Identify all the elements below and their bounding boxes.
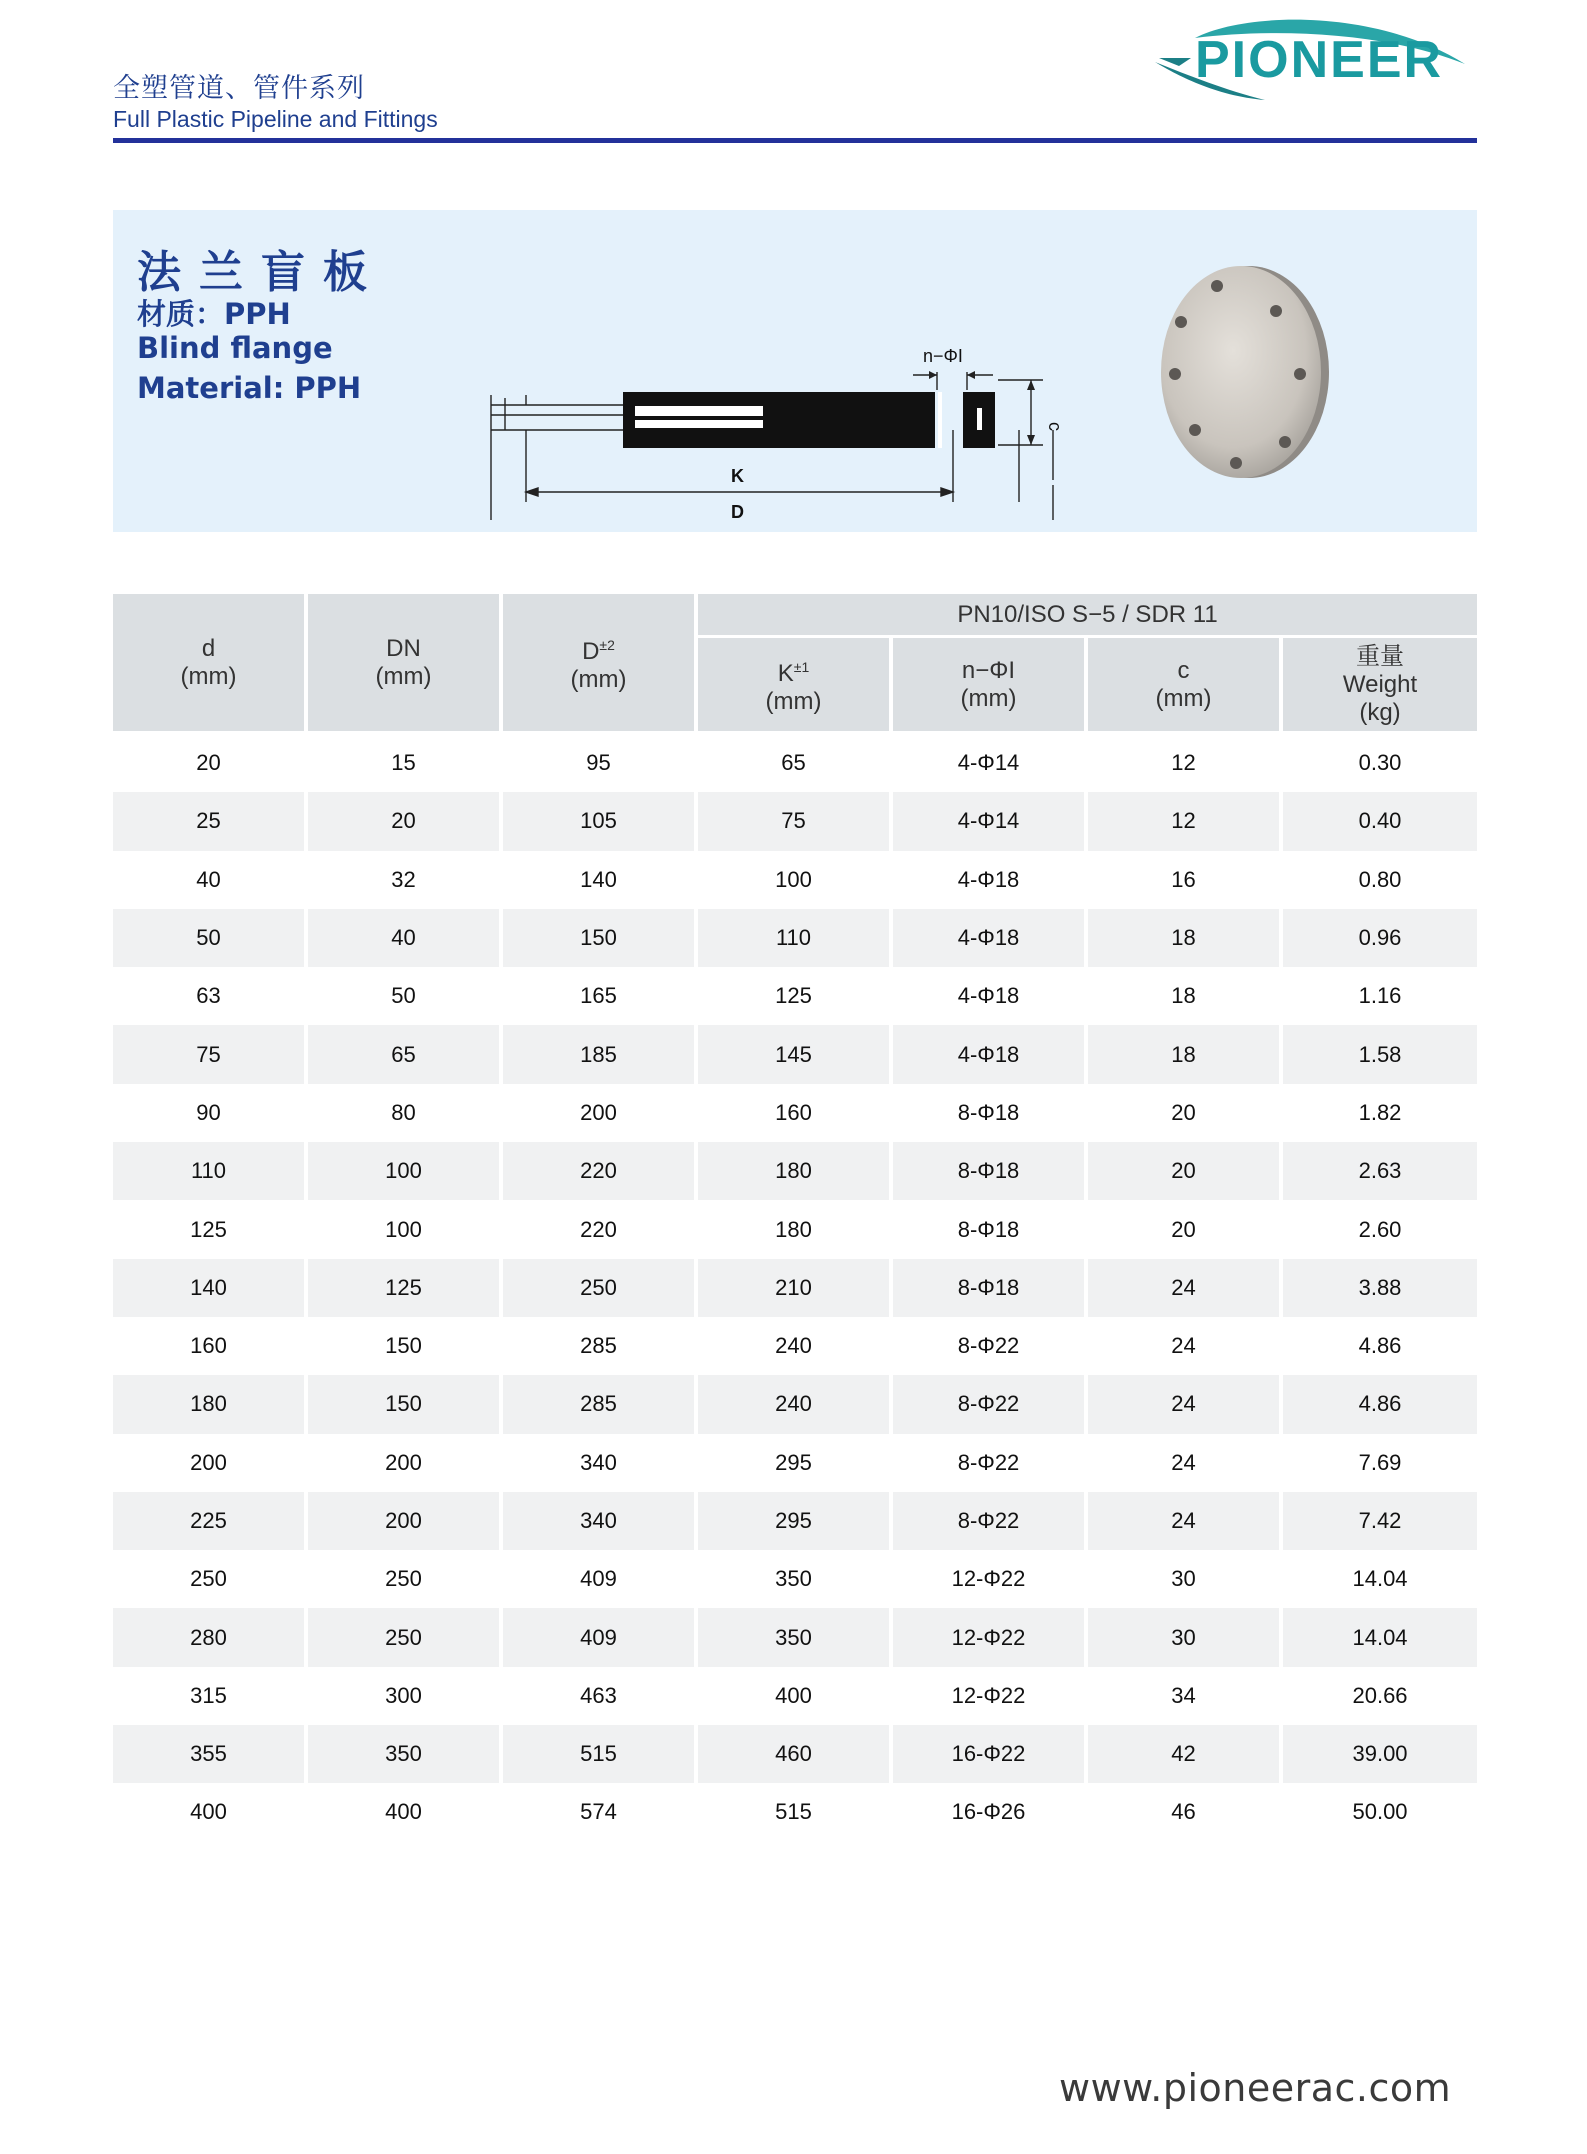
table-cell: 18 (1088, 909, 1283, 967)
table-cell: 75 (113, 1025, 308, 1083)
table-cell: 240 (698, 1317, 893, 1375)
table-cell: 20.66 (1352, 1682, 1408, 1708)
table-cell: 1.58 (1283, 1025, 1477, 1083)
table-cell: 65 (698, 734, 893, 792)
table-row (113, 1434, 1477, 1492)
table-cell: 14.04 (1352, 1566, 1408, 1592)
logo-text: PIONEER (1195, 31, 1444, 89)
table-cell: 4-Φ18 (893, 1025, 1088, 1083)
table-cell: 409 (503, 1550, 698, 1608)
table-cell: 350 (698, 1608, 893, 1666)
series-title-cn: 全塑管道、管件系列 (113, 73, 365, 104)
table-cell: 16 (1088, 851, 1283, 909)
header-dn: DN (mm) (308, 594, 503, 734)
table-cell: 12 (1088, 792, 1283, 850)
table-cell: 409 (503, 1608, 698, 1666)
table-row (113, 1025, 1477, 1083)
table-cell: 295 (698, 1492, 893, 1550)
table-cell: 250 (308, 1608, 503, 1666)
table-cell: 16-Φ26 (893, 1783, 1088, 1841)
product-name-cn: 法兰盲板 (137, 247, 385, 298)
drawing-label-c: c (1045, 422, 1065, 431)
table-cell: 400 (113, 1783, 308, 1841)
table-cell: 30 (1088, 1550, 1283, 1608)
table-cell: 4.86 (1283, 1375, 1477, 1433)
table-cell: 12-Φ22 (893, 1608, 1088, 1666)
table-cell: 145 (698, 1025, 893, 1083)
table-cell: 0.80 (1358, 866, 1402, 892)
header-divider (113, 138, 1477, 143)
table-cell: 20 (308, 792, 503, 850)
table-cell: 165 (503, 967, 698, 1025)
series-title-en: Full Plastic Pipeline and Fittings (113, 106, 438, 132)
table-row (113, 1492, 1477, 1550)
page-header (113, 0, 1477, 144)
table-cell: 250 (113, 1550, 308, 1608)
table-cell: 200 (503, 1084, 698, 1142)
flange-section-drawing (483, 280, 1083, 520)
table-row (113, 1667, 1477, 1725)
table-cell: 12-Φ22 (893, 1667, 1088, 1725)
table-cell: 220 (503, 1200, 698, 1258)
table-cell: 4-Φ14 (893, 734, 1088, 792)
table-cell: 140 (503, 851, 698, 909)
table-cell: 15 (308, 734, 503, 792)
table-cell: 7.42 (1283, 1492, 1477, 1550)
table-cell: 285 (503, 1317, 698, 1375)
table-cell: 220 (503, 1142, 698, 1200)
table-cell: 4.86 (1358, 1333, 1402, 1359)
table-cell: 125 (308, 1259, 503, 1317)
table-cell: 460 (698, 1725, 893, 1783)
table-row (113, 1142, 1477, 1200)
table-cell: 280 (113, 1608, 308, 1666)
table-cell: 574 (503, 1783, 698, 1841)
table-row (113, 1200, 1477, 1258)
table-row (113, 1317, 1477, 1375)
table-cell: 340 (503, 1492, 698, 1550)
table-cell: 315 (113, 1667, 308, 1725)
header-pressure-class: PN10/ISO S−5 / SDR 11 (698, 594, 1477, 638)
table-cell: 400 (308, 1783, 503, 1841)
table-cell: 18 (1088, 967, 1283, 1025)
product-material-cn: 材质：PPH (137, 297, 291, 331)
table-cell: 20 (1088, 1084, 1283, 1142)
table-cell: 7.69 (1358, 1449, 1402, 1475)
table-cell: 160 (698, 1084, 893, 1142)
header-bolt-holes: n−ΦI (mm) (893, 638, 1088, 734)
table-row (113, 1608, 1477, 1666)
table-cell: 34 (1088, 1667, 1283, 1725)
table-cell: 110 (113, 1142, 308, 1200)
drawing-label-k: K (731, 466, 744, 486)
drawing-label-holes: n−ΦI (923, 346, 963, 366)
table-cell: 185 (503, 1025, 698, 1083)
table-cell: 150 (503, 909, 698, 967)
table-cell: 40 (113, 851, 308, 909)
table-cell: 8-Φ22 (893, 1492, 1088, 1550)
table-row (113, 909, 1477, 967)
table-cell: 210 (698, 1259, 893, 1317)
table-cell: 200 (113, 1434, 308, 1492)
table-cell: 50 (113, 909, 308, 967)
dimensions-table (113, 594, 1477, 1842)
product-panel (113, 210, 1477, 532)
table-cell: 4-Φ18 (893, 967, 1088, 1025)
table-cell: 0.96 (1283, 909, 1477, 967)
product-material-en: Material: PPH (137, 371, 362, 405)
table-cell: 300 (308, 1667, 503, 1725)
table-row (113, 792, 1477, 850)
table-cell: 200 (308, 1492, 503, 1550)
table-cell: 30 (1088, 1608, 1283, 1666)
header-k: $K^{\pm 1}$ (mm) (698, 638, 893, 734)
header-c: c (mm) (1088, 638, 1283, 734)
table-cell: 8-Φ22 (893, 1375, 1088, 1433)
table-cell: 150 (308, 1317, 503, 1375)
table-cell: 75 (698, 792, 893, 850)
table-cell: 110 (698, 909, 893, 967)
table-cell: 12 (1088, 734, 1283, 792)
table-cell: 24 (1088, 1259, 1283, 1317)
table-cell: 1.16 (1358, 983, 1402, 1009)
table-row (113, 1550, 1477, 1608)
table-row (113, 1375, 1477, 1433)
table-cell: 42 (1088, 1725, 1283, 1783)
table-cell: 90 (113, 1084, 308, 1142)
table-cell: 24 (1088, 1317, 1283, 1375)
table-cell: 40 (308, 909, 503, 967)
table-cell: 140 (113, 1259, 308, 1317)
table-cell: 225 (113, 1492, 308, 1550)
table-cell: 180 (698, 1142, 893, 1200)
table-cell: 95 (503, 734, 698, 792)
header-weight: 重量 Weight (kg) (1283, 638, 1477, 734)
table-cell: 200 (308, 1434, 503, 1492)
table-cell: 4-Φ18 (893, 909, 1088, 967)
table-row (113, 734, 1477, 792)
table-cell: 24 (1088, 1375, 1283, 1433)
table-row (113, 1725, 1477, 1783)
table-row (113, 851, 1477, 909)
table-cell: 1.82 (1358, 1099, 1402, 1125)
table-cell: 4-Φ18 (893, 851, 1088, 909)
table-row (113, 1259, 1477, 1317)
table-cell: 0.40 (1283, 792, 1477, 850)
table-cell: 350 (308, 1725, 503, 1783)
table-cell: 20 (1088, 1142, 1283, 1200)
table-cell: 100 (698, 851, 893, 909)
table-cell: 400 (698, 1667, 893, 1725)
table-cell: 39.00 (1283, 1725, 1477, 1783)
table-cell: 63 (113, 967, 308, 1025)
table-cell: 160 (113, 1317, 308, 1375)
table-cell: 8-Φ18 (893, 1084, 1088, 1142)
table-row (113, 1084, 1477, 1142)
drawing-label-d: D (731, 502, 744, 520)
table-cell: 180 (698, 1200, 893, 1258)
table-cell: 12-Φ22 (893, 1550, 1088, 1608)
pioneer-logo (1155, 14, 1477, 104)
table-cell: 8-Φ18 (893, 1259, 1088, 1317)
table-cell: 8-Φ22 (893, 1434, 1088, 1492)
table-cell: 4-Φ14 (893, 792, 1088, 850)
table-cell: 25 (113, 792, 308, 850)
table-row (113, 1783, 1477, 1841)
table-cell: 32 (308, 851, 503, 909)
website-url: www.pioneerac.com (1059, 2066, 1452, 2110)
table-cell: 80 (308, 1084, 503, 1142)
table-cell: 20 (113, 734, 308, 792)
table-cell: 14.04 (1283, 1608, 1477, 1666)
table-cell: 16-Φ22 (893, 1725, 1088, 1783)
product-name-en: Blind flange (137, 331, 333, 365)
table-cell: 285 (503, 1375, 698, 1433)
table-cell: 24 (1088, 1492, 1283, 1550)
table-cell: 180 (113, 1375, 308, 1433)
header-outer-diameter: $D^{\pm 2}$ (mm) (503, 594, 698, 734)
table-cell: 2.60 (1358, 1216, 1402, 1242)
table-cell: 240 (698, 1375, 893, 1433)
table-cell: 3.88 (1283, 1259, 1477, 1317)
table-cell: 50.00 (1352, 1799, 1408, 1825)
table-cell: 515 (503, 1725, 698, 1783)
table-cell: 8-Φ18 (893, 1200, 1088, 1258)
table-cell: 250 (503, 1259, 698, 1317)
table-cell: 8-Φ18 (893, 1142, 1088, 1200)
table-cell: 50 (308, 967, 503, 1025)
table-cell: 24 (1088, 1434, 1283, 1492)
table-cell: 355 (113, 1725, 308, 1783)
table-row (113, 967, 1477, 1025)
table-cell: 65 (308, 1025, 503, 1083)
table-cell: 20 (1088, 1200, 1283, 1258)
table-cell: 125 (698, 967, 893, 1025)
table-cell: 515 (698, 1783, 893, 1841)
table-cell: 18 (1088, 1025, 1283, 1083)
table-cell: 250 (308, 1550, 503, 1608)
table-cell: 125 (113, 1200, 308, 1258)
table-cell: 2.63 (1283, 1142, 1477, 1200)
header-d: d (mm) (113, 594, 308, 734)
table-cell: 150 (308, 1375, 503, 1433)
table-cell: 100 (308, 1200, 503, 1258)
table-cell: 100 (308, 1142, 503, 1200)
table-cell: 0.30 (1358, 750, 1402, 776)
table-cell: 105 (503, 792, 698, 850)
table-cell: 8-Φ22 (893, 1317, 1088, 1375)
table-cell: 46 (1088, 1783, 1283, 1841)
table-cell: 463 (503, 1667, 698, 1725)
table-cell: 295 (698, 1434, 893, 1492)
blind-flange-photo (1153, 264, 1333, 480)
table-cell: 350 (698, 1550, 893, 1608)
table-cell: 340 (503, 1434, 698, 1492)
